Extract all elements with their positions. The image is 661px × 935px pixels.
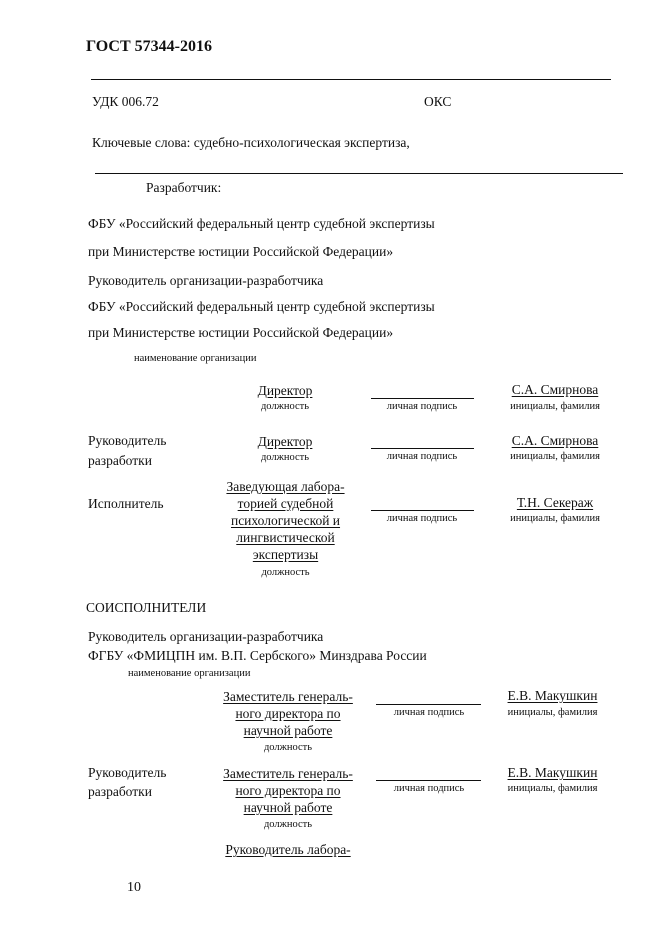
developer-org-line2: при Министерстве юстиции Российской Федерации» — [88, 244, 394, 259]
signature-caption: личная подпись — [386, 401, 458, 412]
developer-org-line1: ФБУ «Российский федеральный центр судебной экспертизы — [88, 216, 435, 231]
position-line: Директор — [257, 434, 313, 449]
name-caption: инициалы, фамилия — [510, 513, 600, 524]
position-line: научной работе — [243, 800, 333, 815]
position-line: ного директора по — [235, 783, 341, 798]
role-line2: разработки — [88, 453, 152, 468]
page-number: 10 — [127, 880, 141, 895]
oks-label: ОКС — [424, 94, 452, 109]
signer-name: Е.В. Макушкин — [507, 688, 598, 703]
signature-caption: личная подпись — [386, 451, 458, 462]
block1-org-line2: при Министерстве юстиции Российской Федерации» — [88, 325, 394, 340]
position-line: экспертизы — [252, 547, 319, 562]
block1-row3-position — [208, 478, 363, 563]
position-line: лингвистической — [236, 530, 335, 545]
position-line: Директор — [257, 383, 313, 398]
block2-row1-position — [208, 688, 368, 739]
signature-caption: личная подпись — [386, 513, 458, 524]
position-line: ного директора по — [235, 706, 341, 721]
position-line: Заместитель генераль- — [223, 766, 353, 781]
trailing-position: Руководитель лабора- — [225, 842, 351, 857]
signer-name: Т.Н. Секераж — [516, 495, 594, 510]
signature-caption: личная подпись — [393, 707, 465, 718]
block1-head-title: Руководитель организации-разработчика — [88, 273, 324, 288]
position-caption: должность — [260, 452, 310, 463]
position-caption: должность — [261, 567, 310, 578]
name-caption: инициалы, фамилия — [510, 401, 600, 412]
position-caption: должность — [263, 819, 313, 830]
role-line2: разработки — [88, 784, 152, 799]
keywords: Ключевые слова: судебно-психологическая экспертиза, — [92, 135, 410, 150]
position-caption: должность — [260, 401, 310, 412]
signature-line — [376, 704, 481, 705]
block2-row2-position — [208, 765, 368, 816]
name-caption: инициалы, фамилия — [507, 783, 598, 794]
position-line: психологической и — [230, 513, 341, 528]
position-line: Заместитель генераль- — [223, 689, 353, 704]
name-caption: инициалы, фамилия — [507, 707, 598, 718]
signature-line — [371, 448, 474, 449]
keywords-rule — [95, 173, 623, 174]
block2-head-title: Руководитель организации-разработчика — [88, 629, 324, 644]
signature-line — [371, 398, 474, 399]
position-line: торией судебной — [237, 496, 334, 511]
signature-caption: личная подпись — [393, 783, 465, 794]
signer-name: С.А. Смирнова — [511, 433, 599, 448]
block1-org-caption: наименование организации — [134, 353, 257, 364]
signer-name: Е.В. Макушкин — [507, 765, 598, 780]
block2-org: ФГБУ «ФМИЦПН им. В.П. Сербского» Минздрава России — [88, 648, 427, 663]
coexecutors-title: СОИСПОЛНИТЕЛИ — [86, 600, 207, 615]
udk-label: УДК 006.72 — [92, 94, 159, 109]
name-caption: инициалы, фамилия — [510, 451, 600, 462]
role-line1: Руководитель — [88, 433, 167, 448]
signer-name: С.А. Смирнова — [511, 382, 599, 397]
position-line: научной работе — [243, 723, 333, 738]
block2-org-caption: наименование организации — [128, 668, 251, 679]
developer-label: Разработчик: — [146, 180, 222, 195]
position-caption: должность — [263, 742, 313, 753]
role-line1: Руководитель — [88, 765, 167, 780]
signature-line — [371, 510, 474, 511]
block1-org-line1: ФБУ «Российский федеральный центр судебной экспертизы — [88, 299, 435, 314]
role-line1: Исполнитель — [88, 496, 164, 511]
block1-row2-position — [215, 433, 355, 450]
standard-header: ГОСТ 57344-2016 — [86, 38, 212, 55]
position-line: Заведующая лабора- — [226, 479, 345, 494]
block1-row1-position — [215, 382, 355, 399]
top-rule — [91, 79, 611, 80]
signature-line — [376, 780, 481, 781]
